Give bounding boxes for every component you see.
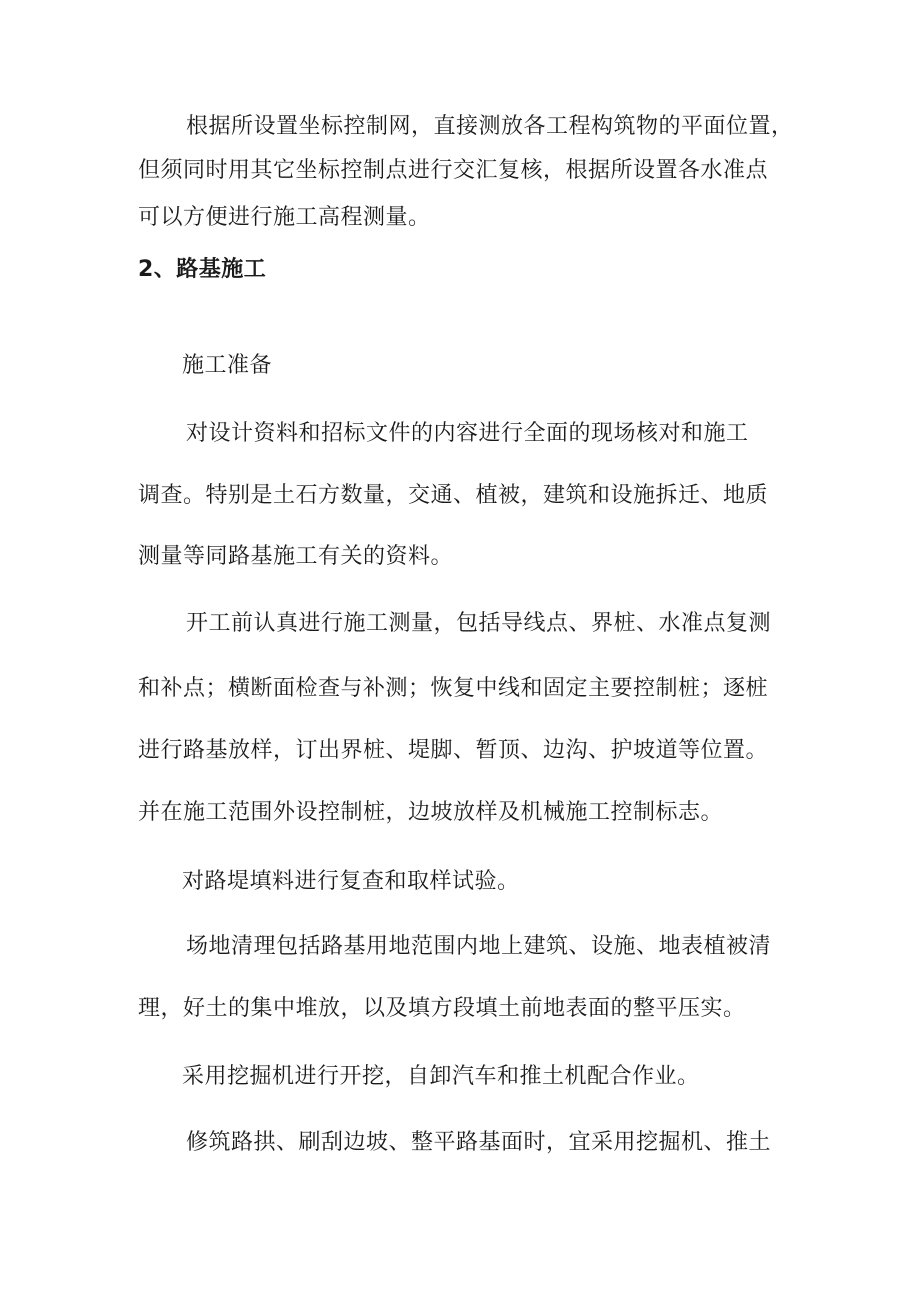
paragraph-2-line-1: 对设计资料和招标文件的内容进行全面的现场核对和施工 bbox=[186, 421, 749, 446]
paragraph-2-line-3: 测量等同路基施工有关的资料。 bbox=[138, 544, 454, 569]
paragraph-5-line-1: 场地清理包括路基用地范围内地上建筑、设施、地表植被清 bbox=[186, 934, 772, 959]
paragraph-7-line-1: 修筑路拱、刷刮边坡、整平路基面时，宜采用挖掘机、推土 bbox=[186, 1130, 772, 1155]
section-heading: 2、路基施工 bbox=[138, 257, 267, 282]
paragraph-1-line-2: 但须同时用其它坐标控制点进行交汇复核，根据所设置各水准点 bbox=[138, 158, 769, 183]
paragraph-3-line-1: 开工前认真进行施工测量，包括导线点、界桩、水准点复测 bbox=[186, 611, 772, 636]
paragraph-5-line-2: 理，好土的集中堆放，以及填方段填土前地表面的整平压实。 bbox=[138, 996, 746, 1021]
paragraph-3-line-4: 并在施工范围外设控制桩，边坡放样及机械施工控制标志。 bbox=[138, 800, 724, 825]
paragraph-3-line-2: 和补点；横断面检查与补测；恢复中线和固定主要控制桩；逐桩 bbox=[138, 676, 769, 701]
paragraph-4: 对路堤填料进行复查和取样试验。 bbox=[182, 869, 520, 894]
paragraph-2-line-2: 调查。特别是土石方数量，交通、植被，建筑和设施拆迁、地质 bbox=[138, 483, 769, 508]
paragraph-1-line-1: 根据所设置坐标控制网，直接测放各工程构筑物的平面位置， bbox=[186, 114, 794, 139]
subsection-heading: 施工准备 bbox=[182, 353, 273, 378]
paragraph-1-line-3: 可以方便进行施工高程测量。 bbox=[138, 205, 431, 230]
paragraph-3-line-3: 进行路基放样，订出界桩、堤脚、暂顶、边沟、护坡道等位置。 bbox=[138, 738, 769, 763]
paragraph-6: 采用挖掘机进行开挖，自卸汽车和推土机配合作业。 bbox=[182, 1064, 700, 1089]
